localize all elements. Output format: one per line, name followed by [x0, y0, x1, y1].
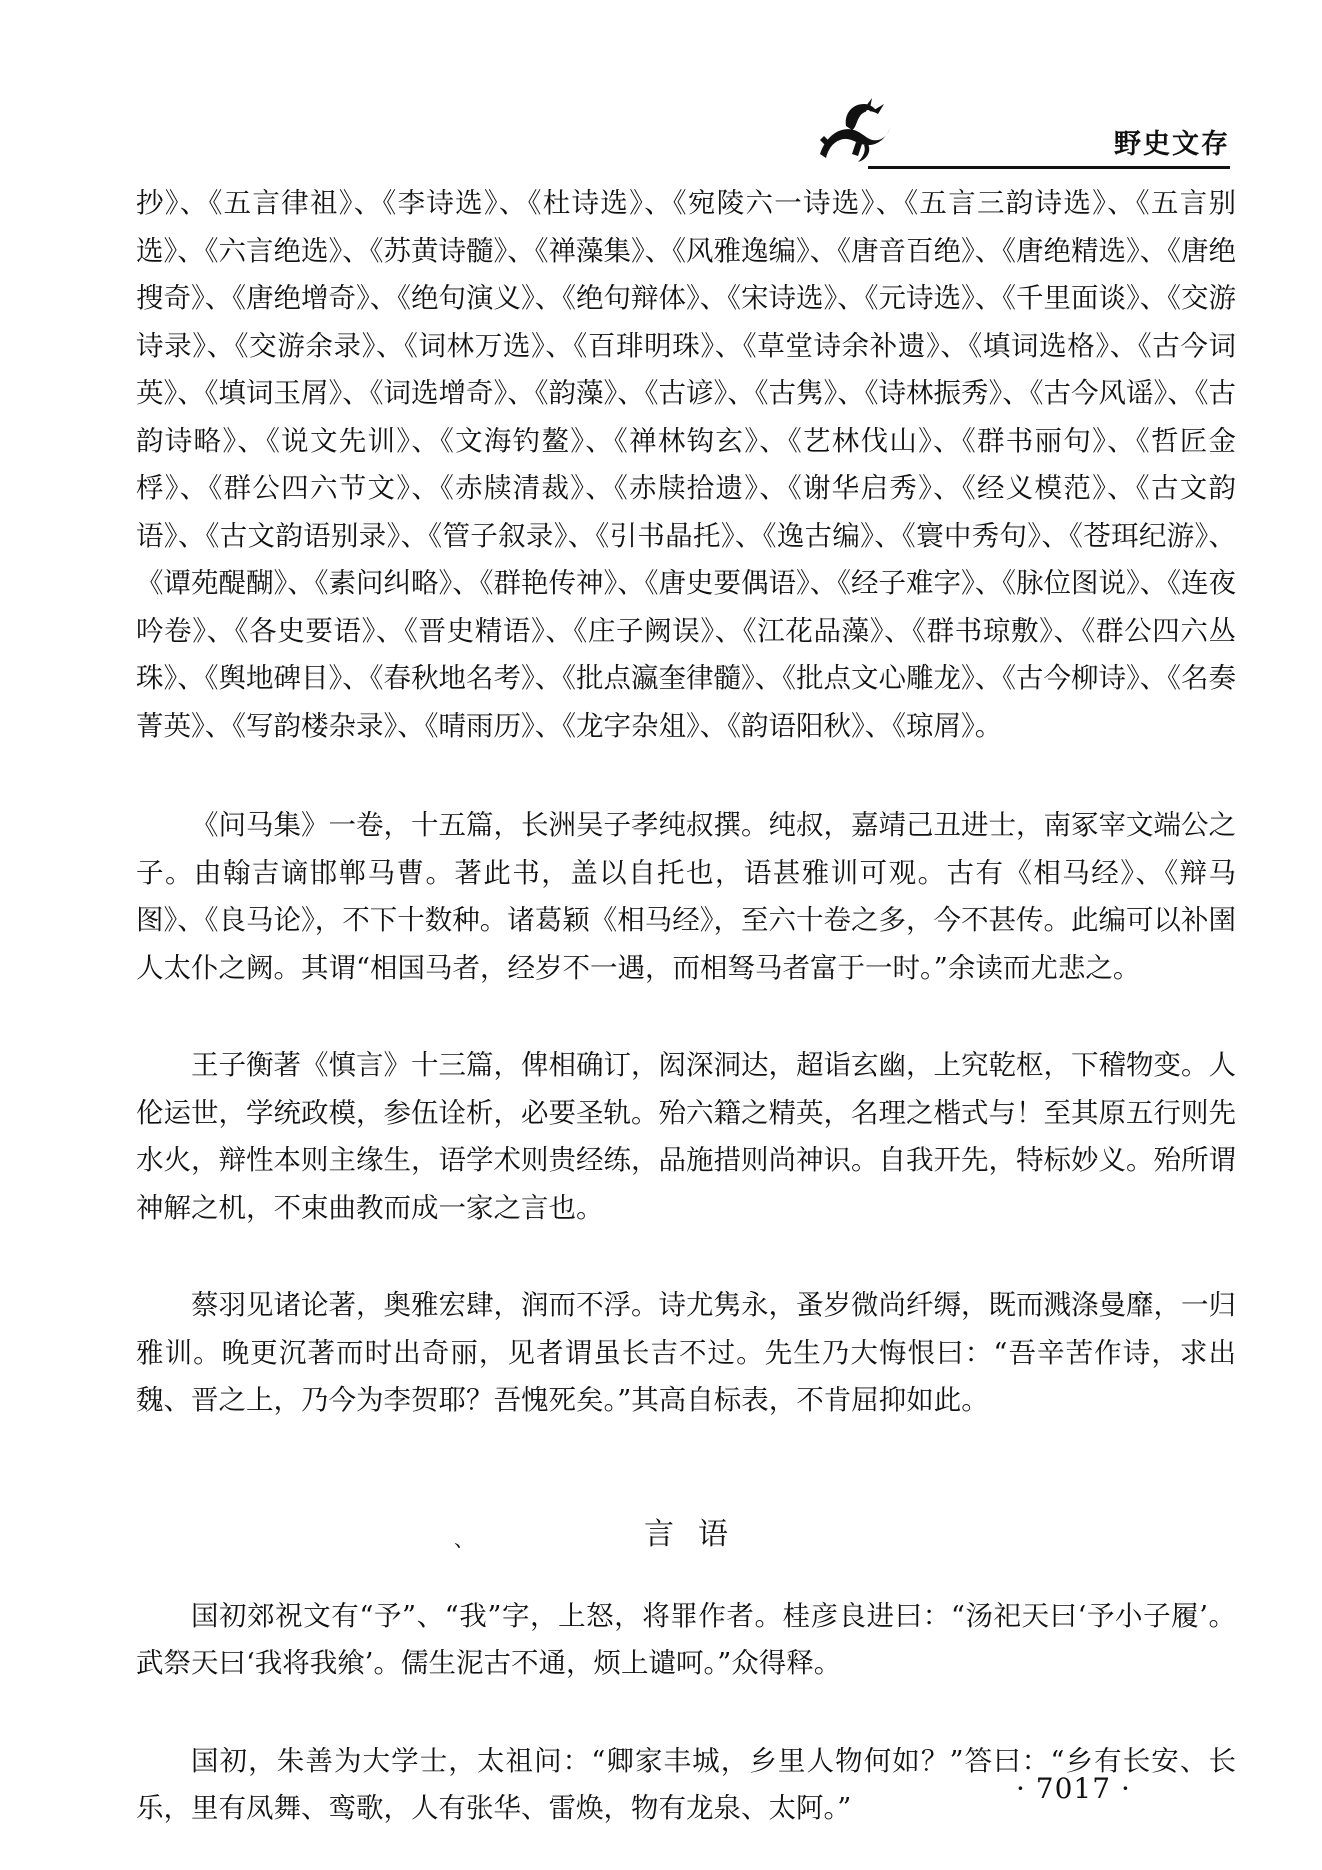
paragraph-cai-yu: 蔡羽见诸论著，奥雅宏肆，润而不浮。诗尤隽永，蚤岁微尚纤缛，既而溅涤曼靡，一归雅训。晚更沉著而时出奇丽，见者谓虽长吉不过。先生乃大悔恨曰：“吾辛苦作诗，求出魏、晋之上，乃今为李贺耶？吾愧死矣。”其高自标表，不肯屈抑如此。: [136, 1289, 1236, 1416]
section-heading: [136, 1511, 1236, 1559]
paragraph-gap: [136, 750, 1236, 802]
page-body: [136, 180, 1236, 1833]
heading-mark: 、: [454, 1526, 474, 1551]
paragraph-gap: [136, 992, 1236, 1042]
paragraph-jiao-zhu: 国初郊祝文有“予”、“我”字，上怒，将罪作者。桂彦良进曰：“汤祀天曰‘予小子履’。武祭天曰‘我将我飨’。儒生泥古不通，烦上谴呵。”众得释。: [136, 1599, 1236, 1679]
page-number: · 7017 ·: [1016, 1772, 1131, 1805]
paragraph-book-list: 抄》、《五言律祖》、《李诗选》、《杜诗选》、《宛陵六一诗选》、《五言三韵诗选》、《五言别选》、《六言绝选》、《苏黄诗髓》、《禅藻集》、《风雅逸编》、《唐音百绝》、《唐绝精选》、《唐绝搜奇》、《唐绝增奇》、《绝句演义》、《绝句辩体》、《宋诗选》、《元诗选》、《千里面谈》、《交游诗录》、《交游余录》、《词林万选》、《百琲明珠》、《草堂诗余补遗》、《填词选格》、《古今词英》、《填词玉屑》、《词选增奇》、《韵藻》、《古谚》、《古隽》、《诗林振秀》、《古今风谣》、《古韵诗略》、《说文先训》、《文海钓鳌》、《禅林钩玄》、《艺林伐山》、《群书丽句》、《哲匠金桴》、《群公四六节文》、《赤牍清裁》、《赤牍拾遗》、《谢华启秀》、《经义模范》、《古文韵语》、《古文韵语别录》、《管子叙录》、《引书晶托》、《逸古编》、《寰中秀句》、《苍珥纪游》、《谭苑醍醐》、《素问纠略》、《群艳传神》、《唐史要偶语》、《经子难字》、《脉位图说》、《连夜吟卷》、《各史要语》、《晋史精语》、《庄子阙误》、《江花品藻》、《群书琼敷》、《群公四六丛珠》、《舆地碑目》、《春秋地名考》、《批点瀛奎律髓》、《批点文心雕龙》、《古今柳诗》、《名奏菁英》、《写韵楼杂录》、《晴雨历》、《龙字杂俎》、《韵语阳秋》、《琼屑》。: [136, 187, 1236, 742]
running-header-title: 野史文存: [1114, 129, 1230, 160]
paragraph-wenma-ji: 《问马集》一卷，十五篇，长洲吴子孝纯叔撰。纯叔，嘉靖己丑进士，南冢宰文端公之子。由翰吉谪邯郸马曹。著此书，盖以自托也，语甚雅训可观。古有《相马经》、《辩马图》、《良马论》，不下十数种。诸葛颖《相马经》，至六十卷之多，今不甚传。此编可以补圉人太仆之阙。其谓“相国马者，经岁不一遇，而相驽马者富于一时。”余读而尤悲之。: [136, 809, 1236, 984]
section-heading-text: 言语: [644, 1516, 752, 1552]
paragraph-zhu-shan: 国初，朱善为大学士，太祖问：“卿家丰城，乡里人物何如？”答曰：“乡有长安、长乐，里有凤舞、鸾歌，人有张华、雷焕，物有龙泉、太阿。”: [136, 1744, 1236, 1824]
dragon-icon: [806, 96, 892, 168]
paragraph-gap: [136, 1688, 1236, 1738]
header-rule: [868, 166, 1230, 169]
running-header: [806, 96, 1230, 180]
paragraph-gap: [136, 1232, 1236, 1282]
paragraph-shen-yan: 王子衡著《慎言》十三篇，俾相确订，闳深洞达，超诣玄幽，上究乾枢，下稽物变。人伦运世，学统政模，参伍诠析，必要圣轨。殆六籍之精英，名理之楷式与！至其原五行则先水火，辩性本则主缘生，语学术则贵经练，品施措则尚神识。自我开先，特标妙义。殆所谓神解之机，不束曲教而成一家之言也。: [136, 1049, 1236, 1224]
